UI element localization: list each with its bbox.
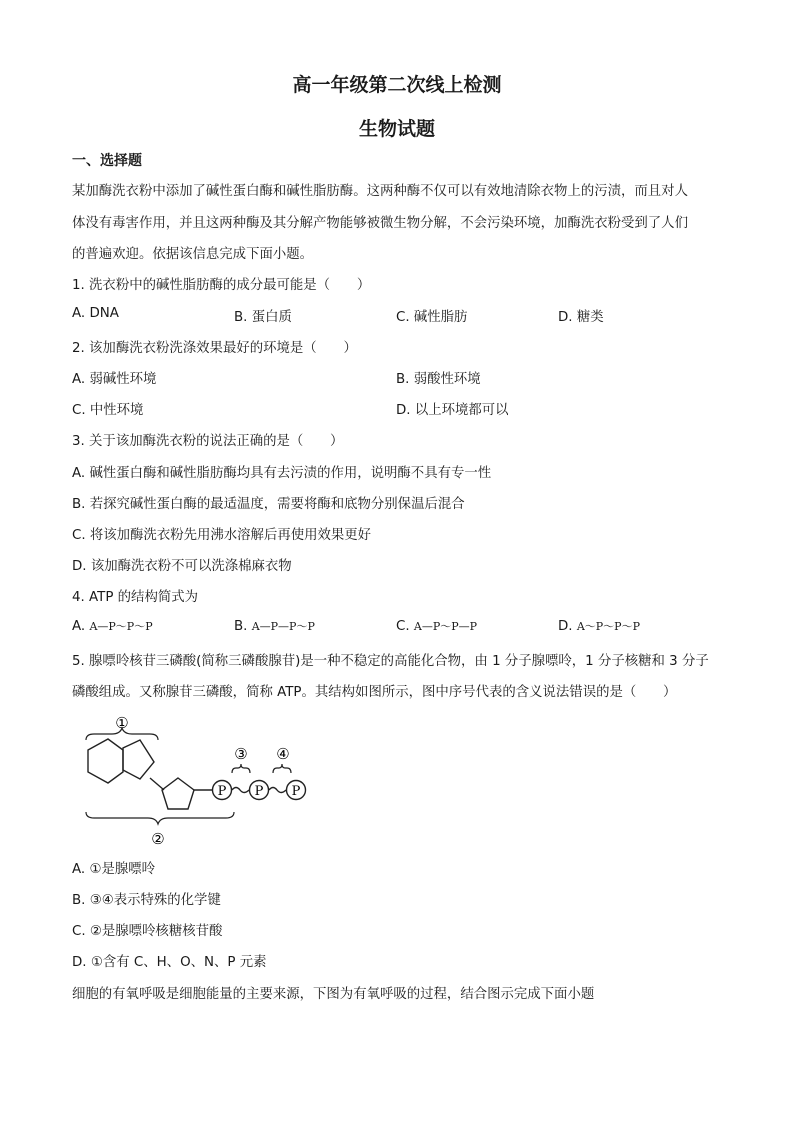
q4-option-b-formula: A—P—P～P [251,620,315,633]
q2-option-c: C. 中性环境 [72,403,144,418]
phosphate-2-label: P [254,784,264,799]
q5-option-d: D. ①含有 C、H、O、N、P 元素 [72,955,267,970]
intro-line-3: 的普遍欢迎。依据该信息完成下面小题。 [72,247,314,262]
q3-option-a: A. 碱性蛋白酶和碱性脂肪酶均具有去污渍的作用，说明酶不具有专一性 [72,466,492,481]
atp-structure-figure [72,708,332,850]
question-5-line-1: 5. 腺嘌呤核苷三磷酸(简称三磷酸腺苷)是一种不稳定的高能化合物，由 1 分子腺嘌呤，1 分子核糖和 3 分子 [72,654,709,669]
q2-option-a: A. 弱碱性环境 [72,372,157,387]
question-2-stem: 2. 该加酶洗衣粉洗涤效果最好的环境是（ ） [72,341,357,356]
ribose-pentagon [162,778,194,809]
exam-subtitle: 生物试题 [358,118,435,140]
figure-label-3: ③ [234,745,248,763]
question-4-stem: 4. ATP 的结构简式为 [72,590,199,605]
q4-option-b [234,618,315,634]
q4-option-b-label: B. [234,619,252,634]
question-5-line-2: 磷酸组成。又称腺苷三磷酸，简称 ATP。其结构如图所示，图中序号代表的含义说法错误的是（ ） [72,685,677,700]
q4-option-c-label: C. [396,619,414,634]
q4-option-d-label: D. [558,619,577,634]
q4-option-a [72,618,153,634]
intro-line-1: 某加酶洗衣粉中添加了碱性蛋白酶和碱性脂肪酶。这两种酶不仅可以有效地清除衣物上的污渍，而且对人 [72,184,688,199]
brace-4 [273,764,291,773]
brace-2 [86,812,234,824]
phosphate-1-label: P [217,784,227,799]
intro-line-2: 体没有毒害作用，并且这两种酶及其分解产物能够被微生物分解，不会污染环境，加酶洗衣粉受到了人们 [72,216,688,231]
q4-option-d-formula: A～P～P～P [576,620,640,633]
pentagon-ring [123,740,154,779]
exam-title: 高一年级第二次线上检测 [292,74,502,96]
brace-3 [232,764,250,773]
q1-option-b: B. 蛋白质 [234,310,292,325]
q4-option-a-label: A. [72,619,90,634]
phosphate-3-label: P [291,784,301,799]
question-3-stem: 3. 关于该加酶洗衣粉的说法正确的是（ ） [72,434,344,449]
q4-option-c-formula: A—P～P—P [413,620,478,633]
figure-label-4: ④ [276,745,290,763]
intro-paragraph-2: 细胞的有氧呼吸是细胞能量的主要来源，下图为有氧呼吸的过程，结合图示完成下面小题 [72,987,595,1002]
q3-option-d: D. 该加酶洗衣粉不可以洗涤棉麻衣物 [72,559,292,574]
q3-option-b: B. 若探究碱性蛋白酶的最适温度，需要将酶和底物分别保温后混合 [72,497,465,512]
figure-label-1: ① [115,714,129,732]
glycosidic-bond [150,778,164,790]
q4-option-a-formula: A—P～P～P [89,620,153,633]
q1-option-d: D. 糖类 [558,310,604,325]
high-energy-bond-2 [269,788,286,793]
q5-option-a: A. ①是腺嘌呤 [72,862,156,877]
high-energy-bond-1 [232,788,249,793]
q1-option-a: A. DNA [72,306,119,321]
figure-label-2: ② [151,830,165,848]
q4-option-d [558,618,640,634]
section-heading: 一、选择题 [72,153,142,169]
q3-option-c: C. 将该加酶洗衣粉先用沸水溶解后再使用效果更好 [72,528,372,543]
q2-option-b: B. 弱酸性环境 [396,372,481,387]
hexagon-ring [88,739,123,783]
q1-option-c: C. 碱性脂肪 [396,310,468,325]
q5-option-c: C. ②是腺嘌呤核糖核苷酸 [72,924,223,939]
q2-option-d: D. 以上环境都可以 [396,403,509,418]
question-1-stem: 1. 洗衣粉中的碱性脂肪酶的成分最可能是（ ） [72,278,371,293]
q4-option-c [396,618,477,634]
q5-option-b: B. ③④表示特殊的化学键 [72,893,221,908]
